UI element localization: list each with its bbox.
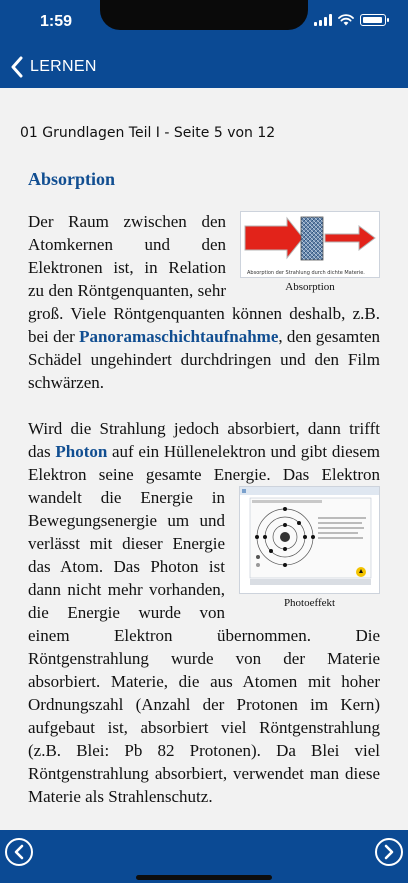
- arrow-left-icon: [12, 844, 26, 860]
- navigation-bar: [0, 44, 408, 88]
- paragraph-1-text-b: , den gesamten Schädel ungehindert durchdringen und den Film schwärzen.: [28, 327, 380, 392]
- content-area[interactable]: [0, 88, 408, 830]
- wifi-icon: [338, 14, 354, 26]
- article-heading: Absorption: [28, 169, 116, 189]
- paragraph-2: [28, 417, 380, 808]
- figure-photoeffekt[interactable]: [239, 486, 380, 610]
- previous-page-button[interactable]: [5, 838, 33, 866]
- paragraph-1-text-a: Der Raum zwischen den Atomkernen und den Elektronen ist, in Relation zu den Röntgenquanten, sehr groß. Viele Röntgenquanten können deshalb, z.B. bei der: [28, 212, 380, 346]
- chevron-left-icon: [10, 56, 24, 78]
- back-button[interactable]: [10, 54, 97, 80]
- figure-absorption-inner-caption: Absorption der Strahlung durch dichte Materie.: [247, 270, 365, 276]
- bottom-toolbar: [0, 830, 408, 883]
- cellular-signal-icon: [314, 14, 332, 26]
- home-indicator[interactable]: [136, 875, 272, 880]
- status-icons: [314, 14, 386, 26]
- paragraph-2-text-a: Wird die Strahlung jedoch absorbiert, dann trifft das: [28, 419, 380, 461]
- paragraph-2-text-c: Das Elektron wandelt die Energie in Bewegungsenergie um und verlässt mit dieser Energie das Atom. Das Photon ist dann nicht mehr vorhanden, die Energie wurde von einem Elektron übernommen. Die Röntgenstrahlung wurde von der Materie absorbiert. Materie, die aus Atomen mit hoher Ordnungszahl (Anzahl der Protonen im Kern) aufgebaut ist, absorbiert viel Röntgenstrahlung (z.B. Blei: Pb 82 Protonen). Da Blei viel Röntgenstrahlung absorbiert, verwendet man diese Materie als Strahlenschutz.: [28, 465, 380, 806]
- photoeffect-diagram: [240, 487, 379, 587]
- notch: [100, 0, 308, 30]
- arrow-right-icon: [382, 844, 396, 860]
- status-bar: [0, 0, 408, 44]
- figure-absorption[interactable]: [240, 211, 380, 294]
- figure-photoeffekt-image: [239, 486, 380, 594]
- battery-icon: [360, 14, 386, 26]
- paragraph-2-text-b: auf ein Hüllenelektron und gibt diesem Elektron seine gesamte Energie.: [28, 442, 380, 484]
- figure-absorption-image: [240, 211, 380, 278]
- keyword-panoramaschichtaufnahme[interactable]: Panoramaschichtaufnahme: [79, 327, 279, 346]
- status-time: 1:59: [40, 13, 73, 30]
- absorption-diagram: [241, 212, 379, 264]
- figure-photoeffekt-caption: Photoeffekt: [283, 597, 336, 609]
- keyword-photon[interactable]: Photon: [55, 442, 108, 461]
- page-indicator: 01 Grundlagen Teil I - Seite 5 von 12: [20, 125, 276, 141]
- figure-absorption-caption: Absorption: [285, 281, 335, 293]
- back-label: LERNEN: [30, 58, 97, 75]
- article: [28, 168, 380, 808]
- next-page-button[interactable]: [375, 838, 403, 866]
